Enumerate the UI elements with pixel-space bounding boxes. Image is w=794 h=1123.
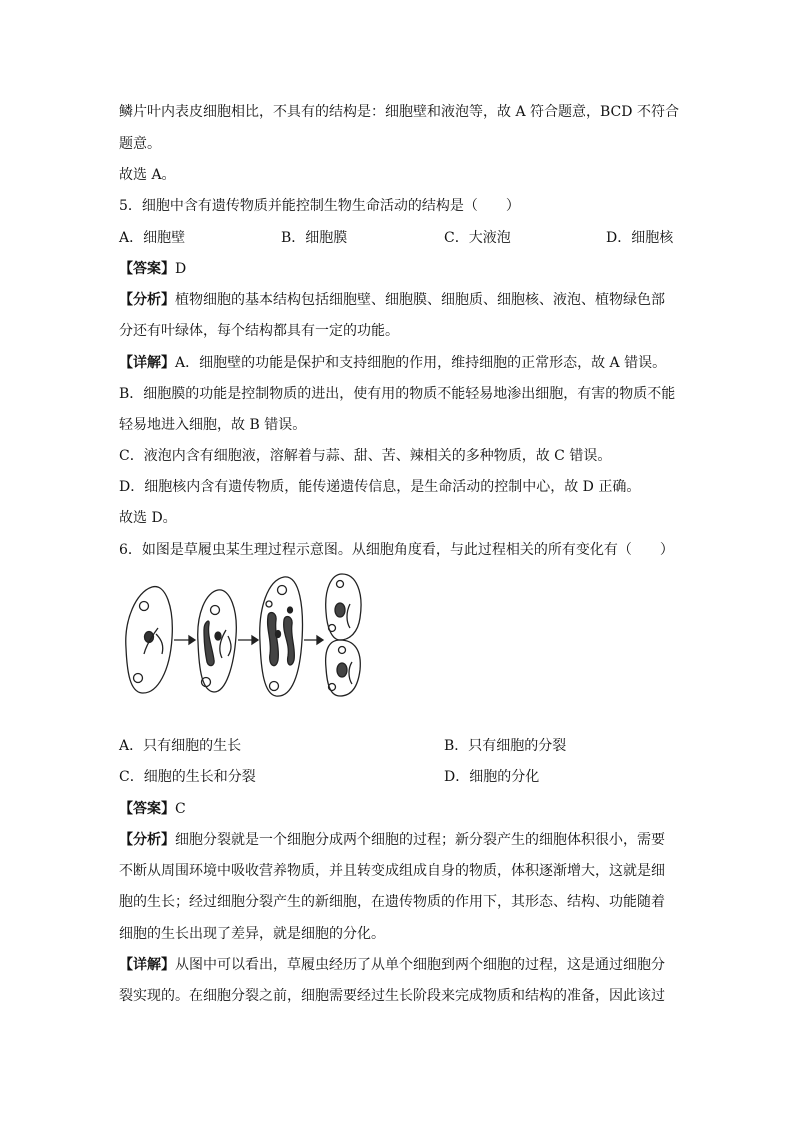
q5-option-c: C．大液泡 <box>444 230 511 246</box>
question-5: 5．细胞中含有遗传物质并能控制生物生命活动的结构是（ ） <box>119 198 520 214</box>
text-line: C．液泡内含有细胞液，溶解着与蒜、甜、苦、辣相关的多种物质，故 C 错误。 <box>119 448 612 464</box>
analysis-text: 细胞分裂就是一个细胞分成两个细胞的过程；新分裂产生的细胞体积很小，需要 <box>175 832 665 848</box>
paramecium-cell-2 <box>198 590 237 692</box>
detail-tag: 【详解】 <box>119 355 175 371</box>
answer-value: D <box>175 261 187 277</box>
paramecium-cell-3 <box>260 577 303 696</box>
text-line: 题意。 <box>119 136 161 152</box>
q6-option-d: D．细胞的分化 <box>444 769 540 785</box>
detail-text: A．细胞壁的功能是保护和支持细胞的作用，维持细胞的正常形态，故 A 错误。 <box>175 355 667 371</box>
q6-detail <box>119 955 665 975</box>
text-line: 故选 A。 <box>119 167 176 183</box>
text-line: 胞的生长；经过细胞分裂产生的新细胞，在遗传物质的作用下，其形态、结构、功能随着 <box>119 894 665 910</box>
answer-tag: 【答案】 <box>119 801 175 817</box>
answer-value: C <box>175 801 186 817</box>
text-line: B．细胞膜的功能是控制物质的进出，使有用的物质不能轻易地渗出细胞，有害的物质不能 <box>119 386 676 402</box>
arrow-icon <box>238 636 258 644</box>
q6-option-b: B．只有细胞的分裂 <box>444 738 567 754</box>
answer-tag: 【答案】 <box>119 261 175 277</box>
q6-answer <box>119 799 186 819</box>
text-line: 故选 D。 <box>119 510 177 526</box>
analysis-tag: 【分析】 <box>119 292 175 308</box>
q5-option-b: B．细胞膜 <box>281 230 348 246</box>
q6-analysis <box>119 830 665 850</box>
analysis-text: 植物细胞的基本结构包括细胞壁、细胞膜、细胞质、细胞核、液泡、植物绿色部 <box>175 292 665 308</box>
paramecium-cell-1 <box>126 587 173 693</box>
text-line: 鳞片叶内表皮细胞相比，不具有的结构是：细胞壁和液泡等，故 A 符合题意，BCD 不符合 <box>119 104 679 120</box>
q5-detail <box>119 353 666 373</box>
arrow-icon <box>304 636 323 644</box>
q5-analysis <box>119 290 665 310</box>
text-line: 细胞的生长出现了差异，就是细胞的分化。 <box>119 926 385 942</box>
q6-option-a: A．只有细胞的生长 <box>119 738 242 754</box>
analysis-tag: 【分析】 <box>119 832 175 848</box>
arrow-icon <box>174 636 195 644</box>
detail-tag: 【详解】 <box>119 957 175 973</box>
paramecium-division-figure <box>118 570 378 700</box>
paramecium-daughter-cell-top <box>326 574 361 640</box>
q5-option-a: A．细胞壁 <box>119 230 186 246</box>
q6-option-c: C．细胞的生长和分裂 <box>119 769 256 785</box>
detail-text: 从图中可以看出，草履虫经历了从单个细胞到两个细胞的过程，这是通过细胞分 <box>175 957 665 973</box>
q5-option-d: D．细胞核 <box>606 230 674 246</box>
text-line: D．细胞核内含有遗传物质，能传递遗传信息，是生命活动的控制中心，故 D 正确。 <box>119 479 641 495</box>
text-line: 轻易地进入细胞，故 B 错误。 <box>119 417 307 433</box>
q5-answer <box>119 259 186 279</box>
question-6: 6．如图是草履虫某生理过程示意图。从细胞角度看，与此过程相关的所有变化有（ ） <box>119 542 674 558</box>
paramecium-daughter-cell-bottom <box>326 640 361 696</box>
text-line: 分还有叶绿体，每个结构都具有一定的功能。 <box>119 323 399 339</box>
text-line: 不断从周围环境中吸收营养物质，并且转变成组成自身的物质，体积逐渐增大，这就是细 <box>119 863 665 879</box>
text-line: 裂实现的。在细胞分裂之前，细胞需要经过生长阶段来完成物质和结构的准备，因此该过 <box>119 988 665 1004</box>
